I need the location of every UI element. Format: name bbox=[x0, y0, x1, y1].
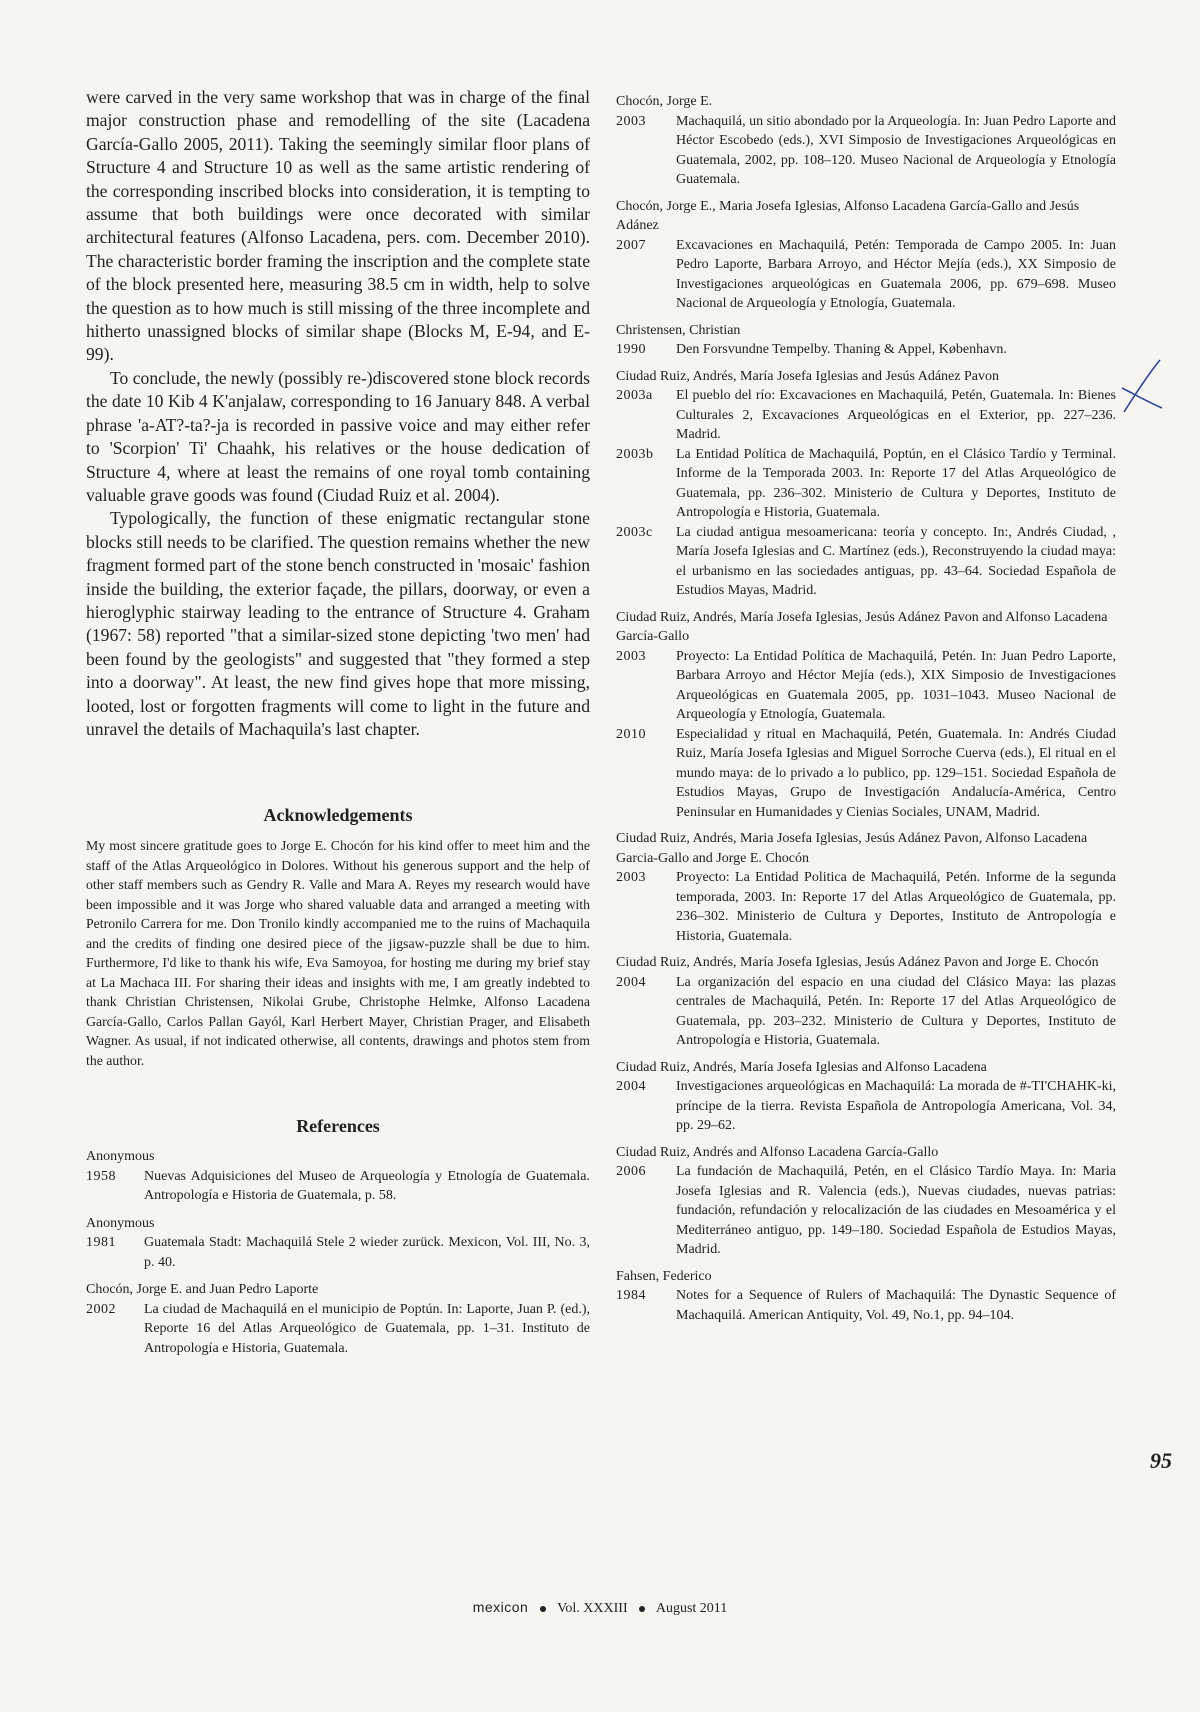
reference-item bbox=[616, 236, 1116, 314]
reference-entry bbox=[86, 1147, 590, 1206]
reference-year: 2003 bbox=[616, 113, 646, 129]
footer-magazine: mexicon bbox=[472, 1599, 529, 1615]
reference-author: Ciudad Ruiz, Andrés, María Josefa Iglesias and Alfonso Lacadena bbox=[616, 1059, 987, 1075]
x-mark-icon bbox=[1120, 358, 1164, 416]
reference-author: Ciudad Ruiz, Andrés, Maria Josefa Iglesias, Jesús Adánez Pavon, Alfonso Lacadena Garcia-Gallo and Jorge E. Chocón bbox=[616, 831, 1088, 866]
reference-year: 2003c bbox=[616, 524, 653, 540]
reference-author: Christensen, Christian bbox=[616, 322, 741, 338]
reference-text: El pueblo del río: Excavaciones en Machaquilá, Petén, Guatemala. In: Bienes Culturales 2, Excavaciones Arqueológicas en el Exterior, pp. 227–236. Madrid. bbox=[676, 388, 1116, 442]
reference-author: Ciudad Ruiz, Andrés and Alfonso Lacadena García-Gallo bbox=[616, 1144, 939, 1160]
reference-year: 2002 bbox=[86, 1301, 116, 1317]
right-column bbox=[616, 92, 1116, 1332]
reference-author: Chocón, Jorge E., Maria Josefa Iglesias, Alfonso Lacadena García-Gallo and Jesús Adánez bbox=[616, 198, 1080, 233]
body-paragraph-1: were carved in the very same workshop that was in charge of the final major construction phase and remodelling of the site (Lacadena García-Gallo 2005, 2011). Taking the seemingly similar floor plans of Structure 4 and Structure 10 as well as the same artistic rendering of the corresponding inscribed blocks into consideration, it is tempting to assume that both buildings were once decorated with similar architectural features (Alfonso Lacadena, pers. com. December 2010). The characteristic border framing the inscription and the complete state of the block presented here, measuring 38.5 cm in width, help to solve the question as to how much is still missing of the three incomplete and hitherto unassigned blocks of similar shape (Blocks M, E-94, and E-99). bbox=[86, 87, 590, 365]
reference-year: 1990 bbox=[616, 342, 646, 357]
reference-item bbox=[616, 868, 1116, 946]
reference-author: Anonymous bbox=[86, 1215, 155, 1231]
reference-item bbox=[616, 647, 1116, 725]
reference-text: Especialidad y ritual en Machaquilá, Petén, Guatemala. In: Andrés Ciudad Ruiz, María Josefa Iglesias and Miguel Sorroche Cuerva (eds.), El ritual en el mundo maya: de lo privado a lo publico, pp. 129–151. Sociedad Española de Estudios Mayas, Grupo de Investigación Andalucía-América, Centro Peninsular en Humanidades y Cienias Sociales, UNAM, Madrid. bbox=[676, 726, 1116, 820]
page-footer bbox=[0, 1599, 1200, 1617]
article-body bbox=[86, 86, 590, 741]
reference-item bbox=[616, 386, 1116, 445]
reference-text: Proyecto: La Entidad Política de Machaquilá, Petén. In: Juan Pedro Laporte, Barbara Arroyo and Héctor Mejía (eds.), XIX Simposio de Investigaciones Arqueológicas en Guatemala 2005, pp. 1031–1043. Museo Nacional de Arqueología y Etnología, Guatemala. bbox=[676, 648, 1116, 722]
reference-text: La Entidad Política de Machaquilá, Poptún, en el Clásico Tardío y Terminal. Informe de la Temporada 2003. In: Reporte 17 del Atlas Arqueológico de Guatemala, pp. 236–302. Ministerio de Cultura y Deportes, Instituto de Antropología e Historia, Guatemala. bbox=[676, 446, 1116, 520]
reference-author: Ciudad Ruiz, Andrés, María Josefa Iglesias and Jesús Adánez Pavon bbox=[616, 368, 999, 384]
reference-author: Ciudad Ruiz, Andrés, María Josefa Iglesias, Jesús Adánez Pavon and Alfonso Lacadena García-Gallo bbox=[616, 609, 1108, 644]
reference-item bbox=[616, 725, 1116, 823]
body-paragraph-2: To conclude, the newly (possibly re-)discovered stone block records the date 10 Kib 4 K'anjalaw, corresponding to 16 January 848. A verbal phrase 'a-AT?-ta?-ja is recorded in passive voice and may either refer to 'Scorpion' Ti' Chaahk, his relatives or the house dedication of Structure 4, where at least the remains of one royal tomb containing valuable grave goods was found (Ciudad Ruiz et al. 2004). bbox=[86, 367, 591, 505]
reference-item bbox=[86, 1233, 590, 1272]
reference-item bbox=[616, 1286, 1116, 1325]
reference-entry bbox=[616, 1143, 1116, 1260]
left-reference-list bbox=[86, 1147, 590, 1358]
bullet-icon bbox=[540, 1606, 546, 1612]
reference-year: 2003a bbox=[616, 388, 653, 403]
reference-entry bbox=[86, 1280, 590, 1358]
reference-item bbox=[86, 1300, 590, 1359]
reference-year: 2004 bbox=[616, 1079, 646, 1094]
body-paragraph-3: Typologically, the function of these enigmatic rectangular stone blocks still needs to be clarified. The question remains whether the new fragment formed part of the stone bench constructed in 'mosaic' fashion inside the building, the exterior façade, the pillars, doorway, or even a hieroglyphic stairway leading to the entrance of Structure 4. Graham (1967: 58) reported "that a similar-sized stone depicting 'two men' had been found by the geologists" and suggested that "they formed a step into a doorway". At least, the new find gives hope that more missing, looted, lost or forgotten fragments will come to light in the future and unravel the details of Machaquila's last chapter. bbox=[86, 508, 590, 739]
reference-year: 2006 bbox=[616, 1164, 646, 1179]
reference-text: Notes for a Sequence of Rulers of Machaquilá: The Dynastic Sequence of Machaquilá. American Antiquity, Vol. 49, No.1, pp. 94–104. bbox=[676, 1288, 1116, 1323]
reference-author: Ciudad Ruiz, Andrés, María Josefa Iglesias, Jesús Adánez Pavon and Jorge E. Chocón bbox=[616, 955, 1099, 970]
reference-year: 2003b bbox=[616, 446, 654, 462]
reference-item bbox=[616, 1077, 1116, 1136]
reference-entry bbox=[616, 1058, 1116, 1136]
reference-year: 1984 bbox=[616, 1288, 646, 1303]
reference-text: La fundación de Machaquilá, Petén, en el Clásico Tardío Maya. In: Maria Josefa Iglesias and R. Valencia (eds.), Nuevas ciudades, nuevas patrias: fundación, refundación y relocalización de las ciudades en Mesoamérica y el Mediterráneo antiguo, pp. 149–180. Sociedad Española de Estudios Mayas, Madrid. bbox=[676, 1164, 1116, 1257]
reference-text: Den Forsvundne Tempelby. Thaning & Appel, København. bbox=[676, 342, 1007, 357]
reference-text: Nuevas Adquisiciones del Museo de Arqueología y Etnología de Guatemala. Antropología e Historia de Guatemala, p. 58. bbox=[144, 1168, 590, 1204]
reference-entry bbox=[616, 953, 1116, 1051]
reference-author: Chocón, Jorge E. bbox=[616, 94, 713, 109]
reference-text: La ciudad antigua mesoamericana: teoría y concepto. In:, Andrés Ciudad, , María Josefa Iglesias and C. Martínez (eds.), Reconstruyendo la ciudad maya: el urbanismo en las sociedades antiguas, pp. 43–64. Sociedad Española de Estudios Mayas, Madrid. bbox=[676, 524, 1116, 598]
right-reference-list bbox=[616, 92, 1116, 1325]
reference-item bbox=[616, 523, 1116, 601]
reference-text: La ciudad de Machaquilá en el municipio de Poptún. In: Laporte, Juan P. (ed.), Reporte 16 del Atlas Arqueológico de Guatemala, pp. 1–31. Instituto de Antropología e Historia, Guatemala. bbox=[144, 1301, 590, 1356]
reference-year: 2003 bbox=[616, 870, 646, 885]
reference-year: 2007 bbox=[616, 237, 646, 253]
page-number: 95 bbox=[1150, 1448, 1172, 1473]
reference-entry bbox=[616, 321, 1116, 360]
reference-entry bbox=[616, 829, 1116, 946]
reference-author: Chocón, Jorge E. and Juan Pedro Laporte bbox=[86, 1282, 319, 1298]
acknowledgements-text: My most sincere gratitude goes to Jorge E. Chocón for his kind offer to meet him and the staff of the Atlas Arqueológico in Dolores. Without his generous support and the help of other staff members such as Gendry R. Valle and Mara A. Reyes my research would have been impossible and it was Jorge who shared valuable data and arranged a meeting with Petronilo Carrera for me. Don Tronilo kindly accompanied me to the ruins of Machaquila and the credits of finding one desired piece of the jigsaw-puzzle shall be due to him. Furthermore, I'd like to thank his wife, Eva Samoyoa, for hosting me during my brief stay at La Machaca III. For sharing their ideas and insights with me, I am greatly indebted to thank Christian Christensen, Nikolai Grube, Christophe Helmke, Alfonso Lacadena García-Gallo, Carlos Pallan Gayól, Karl Herbert Mayer, Christian Prager, and Elisabeth Wagner. As usual, if not indicated otherwise, all contents, drawings and photos stem from the author. bbox=[86, 838, 590, 1068]
reference-year: 1958 bbox=[86, 1168, 116, 1184]
reference-item bbox=[616, 973, 1116, 1051]
reference-entry bbox=[616, 608, 1116, 823]
reference-year: 1981 bbox=[86, 1235, 116, 1251]
reference-entry bbox=[616, 1267, 1116, 1326]
reference-entry bbox=[616, 367, 1116, 601]
reference-text: Machaquilá, un sitio abondado por la Arqueología. In: Juan Pedro Laporte and Héctor Escobedo (eds.), XVI Simposio de Investigaciones Arqueológicas en Guatemala, 2002, pp. 108–120. Museo Nacional de Arqueología y Etnología Guatemala. bbox=[676, 113, 1116, 187]
reference-year: 2004 bbox=[616, 974, 646, 990]
reference-entry bbox=[616, 197, 1116, 314]
reference-item bbox=[616, 1162, 1116, 1260]
reference-item bbox=[86, 1167, 590, 1206]
footer-date: August 2011 bbox=[655, 1601, 728, 1616]
footer-volume: Vol. XXXIII bbox=[557, 1601, 628, 1616]
reference-year: 2003 bbox=[616, 648, 646, 664]
reference-entry bbox=[616, 92, 1116, 190]
reference-year: 2010 bbox=[616, 726, 646, 742]
reference-author: Anonymous bbox=[86, 1149, 155, 1165]
reference-text: Investigaciones arqueológicas en Machaquilá: La morada de #-TI'CHAHK-ki, príncipe de la tierra. Revista Española de Antropología Americana, Vol. 34, pp. 29–62. bbox=[676, 1079, 1116, 1133]
reference-entry bbox=[86, 1214, 590, 1273]
reference-item bbox=[616, 112, 1116, 190]
reference-item bbox=[616, 445, 1116, 523]
reference-text: Proyecto: La Entidad Politica de Machaquilá, Petén. Informe de la segunda temporada, 2003. In: Reporte 17 del Atlas Arqueológico de Guatemala, pp. 236–302. Ministerio de Cultura y Deportes, Instituto de Antropología e Historia, Guatemala. bbox=[676, 870, 1116, 944]
reference-item bbox=[616, 340, 1116, 360]
reference-author: Fahsen, Federico bbox=[616, 1268, 712, 1284]
reference-text: La organización del espacio en una ciudad del Clásico Maya: las plazas centrales de Machaquilá, Petén. In: Reporte 17 del Atlas Arqueológico de Guatemala, pp. 203–232. Ministerio de Cultura y Deportes, Instituto de Antropología e Historia, Guatemala. bbox=[676, 974, 1116, 1048]
bullet-icon bbox=[639, 1606, 645, 1612]
reference-text: Guatemala Stadt: Machaquilá Stele 2 wieder zurück. Mexicon, Vol. III, No. 3, p. 40. bbox=[144, 1235, 590, 1270]
reference-text: Excavaciones en Machaquilá, Petén: Temporada de Campo 2005. In: Juan Pedro Laporte, Barbara Arroyo, and Héctor Mejía (eds.), XX Simposio de Investigaciones arqueológicas en Guatemala 2006, pp. 679–698. Museo Nacional de Arqueología y Etnología, Guatemala. bbox=[676, 237, 1116, 311]
references-heading: References bbox=[296, 1116, 380, 1137]
acknowledgements-heading: Acknowledgements bbox=[263, 805, 413, 826]
left-column bbox=[86, 86, 590, 1366]
